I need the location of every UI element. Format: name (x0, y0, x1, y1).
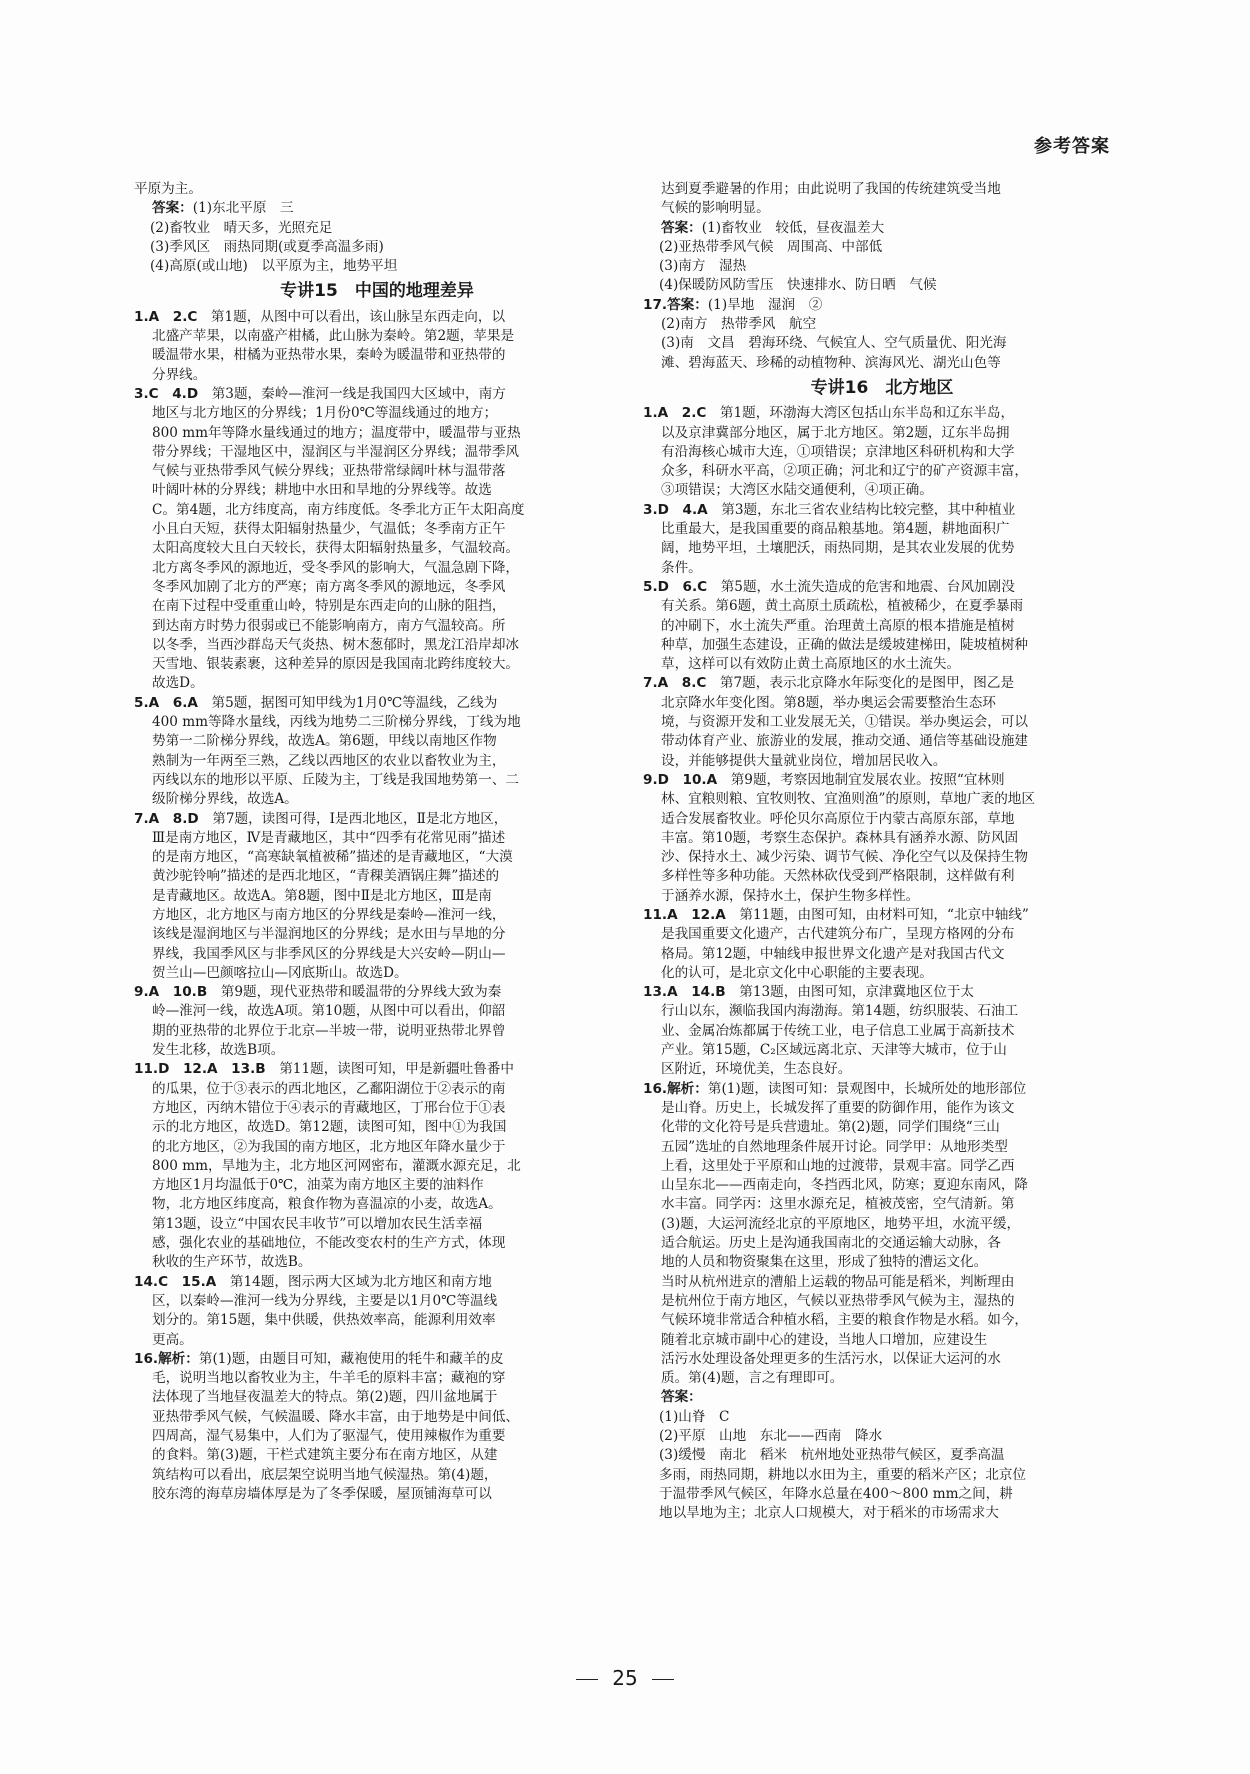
question-number: 11.A 12.A (643, 906, 726, 923)
text-line: 叶阔叶林的分界线；耕地中水田和旱地的分界线等。故选 (152, 482, 492, 499)
question-number: 5.A 6.A (134, 694, 198, 711)
text-line: 的北方地区，②为我国的南方地区，北方地区年降水量少于 (152, 1138, 506, 1155)
answer-line: (4)高原(或山地) 以平原为主，地势平坦 (150, 258, 398, 275)
question-11-13 (134, 1060, 620, 1272)
text-line: 第13题，由图可知，京津冀地区位于太 (725, 984, 975, 1001)
text-line: 贺兰山—巴颜喀拉山—冈底斯山。故选D。 (152, 964, 408, 981)
text-line: 产业。第15题，C₂区域远离北京、天津等大城市，位于山 (661, 1042, 1007, 1059)
text-line: 适合航运。历史上是沟通我国南北的交通运输大动脉，各 (661, 1235, 1001, 1252)
text-line: 业、金属冶炼都属于传统工业，电子信息工业属于高新技术 (661, 1022, 1015, 1039)
answer-block (134, 219, 620, 277)
question-7-8 (643, 674, 1121, 770)
text-line: 毛，说明当地以畜牧业为主，牛羊毛的原料丰富；藏袍的穿 (152, 1370, 506, 1387)
question-1-2 (643, 404, 1121, 500)
question-5-6 (134, 694, 620, 810)
question-number: 16.解析： (134, 1350, 199, 1367)
question-number: 7.A 8.C (643, 675, 707, 692)
text-line: 北盛产苹果，以南盛产柑橘，此山脉为秦岭。第2题，苹果是 (152, 328, 515, 345)
question-7-8 (134, 810, 620, 984)
text-line: 的冲刷下，水土流失严重。治理黄土高原的根本措施是植树 (661, 617, 1015, 634)
text-line: 天雪地、银装素裹，这种差异的原因是我国南北跨纬度较大。 (152, 656, 520, 673)
text-line: 是我国重要文化遗产，古代建筑分布广，呈现方格网的分布 (661, 926, 1015, 943)
text-line: 地的人员和物资聚集在这里，形成了独特的漕运文化。 (661, 1254, 988, 1271)
question-number: 9.A 10.B (134, 984, 208, 1001)
text-line: 的是南方地区，“高寒缺氧植被稀”描述的是青藏地区，“大漠 (152, 849, 513, 866)
text-line: 设，并能够提供大量就业岗位，增加居民收入。 (661, 752, 947, 769)
text-line: 胶东湾的海草房墙体厚是为了冬季保暖，屋顶铺海草可以 (152, 1485, 492, 1502)
text-line: 筑结构可以看出，底层架空说明当地气候湿热。第(4)题， (152, 1466, 498, 1483)
text-line: 地区与北方地区的分界线；1月份0℃等温线通过的地方； (152, 405, 498, 422)
question-16-analysis (643, 1080, 1121, 1389)
answer-line: (3)季风区 雨热同期(或夏季高温多雨) (150, 238, 384, 255)
text-line: 是山脊。历史上，长城发挥了重要的防御作用，能作为该文 (661, 1099, 1015, 1116)
question-9-10 (134, 983, 620, 1060)
answer-line: (4)保暖防风防雪压 快速排水、防日晒 气候 (659, 277, 937, 294)
text-line: 第3题，东北三省农业结构比较完整，其中种植业 (707, 501, 1016, 518)
section-title-15: 专讲15 中国的地理差异 (280, 281, 474, 302)
text-line: 到达南方时势力很弱或已不能影响南方，南方气温较高。所 (152, 617, 506, 634)
text-line: 带动体育产业、旅游业的发展，推动交通、通信等基础设施建 (661, 733, 1029, 750)
text-line: 化带的文化符号是兵营遗址。第(2)题，同学们围绕“三山 (661, 1119, 1000, 1136)
text-line: 暖温带水果，柑橘为亚热带水果，秦岭为暖温带和亚热带的 (152, 347, 506, 364)
text-line: 格局。第12题，中轴线申报世界文化遗产是对我国古代文 (661, 945, 1005, 962)
question-number: 3.C 4.D (134, 385, 199, 402)
text-line: 草，这样可以有效防止黄土高原地区的水土流失。 (661, 656, 961, 673)
text-line: 化的认可，是北京文化中心职能的主要表现。 (661, 964, 933, 981)
text-line: 众多，科研水平高，②项正确；河北和辽宁的矿产资源丰富， (661, 463, 1029, 480)
text-line: 第1题，从图中可以看出，该山脉呈东西走向，以 (197, 308, 506, 325)
text-line: 多样性等多种功能。天然林砍伐受到严格限制，这样做有利 (661, 868, 1015, 885)
text-line: 发生北移，故选B项。 (152, 1042, 285, 1059)
text-line: 水丰富。同学丙：这里水源充足，植被茂密，空气清新。第 (661, 1196, 1015, 1213)
text-line: ③项错误；大湾区水陆交通便利，④项正确。 (661, 482, 933, 499)
text-line: 第5题，据图可知甲线为1月0℃等温线，乙线为 (197, 694, 498, 711)
question-number: 9.D 10.A (643, 771, 718, 788)
text-line: 第(1)题，读图可知：景观图中，长城所处的地形部位 (707, 1080, 1027, 1097)
question-9-10 (643, 771, 1121, 906)
question-3-4 (134, 385, 620, 694)
text-line: (3)南 文昌 碧海环绕、气候宜人、空气质量优、阳光海 (661, 335, 1007, 352)
question-number: 17.答案： (643, 296, 708, 313)
question-5-6 (643, 578, 1121, 674)
text-line: 黄沙驼铃响”描述的是西北地区，“青稞美酒锅庄舞”描述的 (152, 868, 500, 885)
text-line: 比重最大，是我国重要的商品粮基地。第4题，耕地面积广 (661, 521, 1010, 538)
text-line: 示的北方地区，故选D。第12题，读图可知，图中①为我国 (152, 1119, 507, 1136)
question-16 (134, 1350, 620, 1504)
text-line: 期的亚热带的北界位于北京—半坡一带，说明亚热带北界曾 (152, 1022, 506, 1039)
text-line: 800 mm，旱地为主，北方地区河网密布，灌溉水源充足，北 (152, 1157, 521, 1174)
text-line: 条件。 (661, 559, 702, 576)
text-line: 划分的。第15题，集中供暖，供热效率高，能源利用效率 (152, 1312, 496, 1329)
question-number: 11.D 12.A 13.B (134, 1061, 266, 1078)
text-line: 熟制为一年两至三熟，乙线以西地区的农业以畜牧业为主， (152, 752, 506, 769)
text-line: 第7题，读图可得，Ⅰ是西北地区，Ⅱ是北方地区， (198, 810, 508, 827)
text-line: 当时从杭州进京的漕船上运载的物品可能是稻米，判断理由 (661, 1273, 1015, 1290)
text-line: 级阶梯分界线，故选A。 (152, 791, 298, 808)
text-line: 林、宜粮则粮、宜牧则牧、宜渔则渔”的原则，草地广袤的地区 (661, 791, 1035, 808)
text-line: 该线是湿润地区与半湿润地区的分界线；是水田与旱地的分 (152, 926, 506, 943)
text-line: 更高。 (152, 1331, 193, 1348)
answer-label: 答案： (661, 1389, 702, 1406)
question-1-2 (134, 308, 620, 385)
question-number: 14.C 15.A (134, 1273, 217, 1290)
text-line: (1)旱地 湿润 ② (707, 296, 823, 313)
answer-line: (3)南方 湿热 (659, 258, 747, 275)
text-line: 行山以东，濒临我国内海渤海。第14题，纺织服装、石油工 (661, 1003, 1019, 1020)
text-line: 随着北京城市副中心的建设，当地人口增加，应建设生 (661, 1331, 988, 1348)
question-number: 13.A 14.B (643, 984, 726, 1001)
text-line: 法体现了当地昼夜温差大的特点。第(2)题，四川盆地属于 (152, 1389, 498, 1406)
answer-label: 答案：(1)畜牧业 较低，昼夜温差大 (661, 219, 885, 236)
text-line: 气候环境非常适合种植水稻，主要的粮食作物是水稻。如今， (661, 1312, 1029, 1329)
text-line: 400 mm等降水量线，丙线为地势二三阶梯分界线，丁线为地 (152, 714, 521, 731)
text-line: 亚热带季风气候，气候温暖、降水丰富，由于地势是中间低、 (152, 1408, 520, 1425)
text-line: 方地区，北方地区与南方地区的分界线是秦岭—淮河一线， (152, 906, 506, 923)
text-line: 带分界线；干湿地区中，湿润区与半湿润区分界线；温带季风 (152, 443, 520, 460)
answer-line: 地以旱地为主；北京人口规模大，对于稻米的市场需求大 (659, 1505, 999, 1522)
text-line: 气候与亚热带季风气候分界线；亚热带常绿阔叶林与温带落 (152, 463, 506, 480)
text-line: 山呈东北——西南走向，冬挡西北风，防寒；夏迎东南风，降 (661, 1177, 1029, 1194)
answer-line: (2)平原 山地 东北——西南 降水 (659, 1428, 883, 1444)
text-line: 有沿海核心城市大连，①项错误；京津地区科研机构和大学 (661, 443, 1015, 460)
text-line: 境，与资源开发和工业发展无关，①错误。举办奥运会，可以 (661, 714, 1029, 731)
answer-line: (3)缓慢 南北 稻米 杭州地处亚热带气候区，夏季高温 (659, 1447, 1005, 1464)
text-line: 第11题，由图可知，由材料可知，“北京中轴线” (725, 906, 1029, 923)
text-line: 故选D。 (152, 675, 204, 692)
text-line: 区，以秦岭—淮河一线为分界线，主要是以1月0℃等温线 (152, 1292, 498, 1309)
text-line: 以及京津冀部分地区，属于北方地区。第2题，辽东半岛拥 (661, 424, 1010, 441)
question-number: 7.A 8.D (134, 810, 199, 827)
text-line: 有关系。第6题，黄土高原土质疏松，植被稀少，在夏季暴雨 (661, 598, 1024, 615)
text-line: 活污水处理设备处理更多的生活污水，以保证大运河的水 (661, 1350, 1001, 1367)
left-column (134, 180, 620, 1504)
text-line: 第13题，设立“中国农民丰收节”可以增加农民生活幸福 (152, 1215, 483, 1232)
text-line: (3)题，大运河流经北京的平原地区，地势平坦，水流平缓， (661, 1215, 1021, 1232)
text-line: 滩、碧海蓝天、珍稀的动植物种、滨海风光、湖光山色等 (661, 354, 1001, 371)
text-line: 质。第(4)题，言之有理即可。 (661, 1370, 844, 1387)
text-line: 势第一二阶梯分界线，故选A。第6题，甲线以南地区作物 (152, 733, 497, 750)
question-number: 3.D 4.A (643, 501, 708, 518)
text-line: 于涵养水源，保持水土，保护生物多样性。 (661, 887, 920, 904)
question-number: 5.D 6.C (643, 578, 708, 595)
page-number: 25 (0, 1666, 1250, 1690)
question-number: 16.解析： (643, 1080, 708, 1097)
question-14-15 (134, 1273, 620, 1350)
text-line: 在南下过程中受重重山岭，特别是东西走向的山脉的阻挡， (152, 598, 506, 615)
text-line: 第14题，图示两大区域为北方地区和南方地 (216, 1273, 492, 1290)
text-line: 沙、保持水土、减少污染、调节气候、净化空气以及保持生物 (661, 849, 1029, 866)
text-line: 第9题，现代亚热带和暖温带的分界线大致为秦 (207, 984, 502, 1001)
text-line: Ⅲ是南方地区，Ⅳ是青藏地区，其中“四季有花常见雨”描述 (152, 829, 506, 846)
text-line: 四周高，湿气易集中，人们为了驱湿气，使用辣椒作为重要 (152, 1428, 506, 1444)
answer-block (643, 1408, 1121, 1524)
text-line: 北京降水年变化图。第8题，举办奥运会需要整治生态环 (661, 694, 996, 711)
text-line: 方地区，丙纳木错位于④表示的青藏地区，丁邢台位于①表 (152, 1099, 506, 1116)
text-line: 岭—淮河一线，故选A项。第10题，从图中可以看出，仰韶 (152, 1003, 506, 1020)
text-line: 第9题，考察因地制宜发展农业。按照“宜林则 (717, 771, 1005, 788)
text-line: 物，北方地区纬度高，粮食作物为喜温凉的小麦，故选A。 (152, 1196, 502, 1213)
right-column (643, 180, 1121, 1523)
text-line: 第1题，环渤海大湾区包括山东半岛和辽东半岛， (706, 405, 1015, 422)
answer-line: 多雨，雨热同期，耕地以水田为主，重要的稻米产区；北京位 (659, 1466, 1027, 1483)
text-line: 北方离冬季风的源地近，受冬季风的影响大，气温急剧下降， (152, 559, 520, 576)
question-17 (643, 296, 1121, 373)
question-13-15 (643, 983, 1121, 1079)
answer-label: 答案：(1)东北平原 三 (152, 200, 294, 217)
text-line: 太阳高度较大且白天较长，获得太阳辐射热量多，气温较高。 (152, 540, 520, 557)
text-line: 气候的影响明显。 (661, 200, 770, 217)
text-line: 是杭州位于南方地区，气候以亚热带季风气候为主，湿热的 (661, 1292, 1015, 1309)
text-line: 是青藏地区。故选A。第8题，图中Ⅱ是北方地区，Ⅲ是南 (152, 887, 492, 904)
text-line: 第7题，表示北京降水年际变化的是图甲，图乙是 (706, 675, 1015, 692)
text-line: 平原为主。 (134, 181, 202, 197)
text-line: 丰富。第10题，考察生态保护。森林具有涵养水源、防风固 (661, 829, 1019, 846)
text-line: 区附近，环境优美，生态良好。 (661, 1061, 852, 1078)
text-line: 上看，这里处于平原和山地的过渡带，景观丰富。同学乙西 (661, 1157, 1015, 1174)
section-title-16: 专讲16 北方地区 (810, 377, 954, 398)
text-line: 方地区1月均温低于0℃，油菜为南方地区主要的油料作 (152, 1177, 484, 1194)
header-label: 参考答案 (1034, 136, 1110, 157)
text-line: (2)南方 热带季风 航空 (661, 316, 817, 333)
text-line: 冬季风加剧了北方的严寒；南方离冬季风的源地远，冬季风 (152, 578, 506, 595)
text-line: 800 mm年等降水量线通过的地方；温度带中，暖温带与亚热 (152, 424, 521, 441)
text-line: 小且白天短，获得太阳辐射热量少，气温低；冬季南方正午 (152, 521, 506, 538)
text-line: 种草，加强生态建设，正确的做法是缓坡建梯田，陡坡植树种 (661, 636, 1029, 653)
text-line: 第11题，读图可知，甲是新疆吐鲁番中 (265, 1061, 514, 1078)
text-line: 达到夏季避暑的作用；由此说明了我国的传统建筑受当地 (661, 181, 1001, 197)
text-line: 第5题，水土流失造成的危害和地震、台风加剧没 (707, 578, 1015, 595)
text-line: 分界线。 (152, 366, 207, 383)
text-line: 五园”选址的自然地理条件展开讨论。同学甲：从地形类型 (661, 1138, 1008, 1155)
text-line: 感，强化农业的基础地位，不能改变农村的生产方式，体现 (152, 1235, 506, 1252)
answer-line: (2)亚热带季风气候 周围高、中部低 (659, 238, 883, 255)
text-line: 第3题，秦岭—淮河一线是我国四大区域中，南方 (198, 385, 506, 402)
text-line: 秋收的生产环节，故选B。 (152, 1254, 312, 1271)
question-number: 1.A 2.C (643, 405, 707, 422)
text-line: 的食料。第(3)题，干栏式建筑主要分布在南方地区，从建 (152, 1447, 498, 1464)
text-line: C。第4题，北方纬度高，南方纬度低。冬季北方正午太阳高度 (152, 501, 525, 518)
text-line: 的瓜果，位于③表示的西北地区，乙鄱阳湖位于②表示的南 (152, 1080, 506, 1097)
answer-block (643, 238, 1121, 296)
question-3-4 (643, 501, 1121, 578)
answer-line: (2)畜牧业 晴天多，光照充足 (150, 219, 333, 236)
answer-line: (1)山脊 C (659, 1408, 730, 1425)
text-line: 以冬季，当西沙群岛天气炎热、树木葱郁时，黑龙江沿岸却冰 (152, 636, 520, 653)
text-line: 界线，我国季风区与非季风区的分界线是大兴安岭—阴山— (152, 945, 506, 962)
text-line: 阔，地势平坦，土壤肥沃，雨热同期，是其农业发展的优势 (661, 540, 1015, 557)
answer-line: 于温带季风气候区，年降水总量在400～800 mm之间，耕 (659, 1485, 1013, 1502)
question-number: 1.A 2.C (134, 308, 198, 325)
text-line: 适合发展畜牧业。呼伦贝尔高原位于内蒙古高原东部，草地 (661, 810, 1015, 827)
text-line: 第(1)题，由题目可知，藏袍使用的牦牛和藏羊的皮 (198, 1350, 504, 1367)
text-line: 丙线以东的地形以平原、丘陵为主，丁线是我国地势第一、二 (152, 771, 520, 788)
question-11-12 (643, 906, 1121, 983)
